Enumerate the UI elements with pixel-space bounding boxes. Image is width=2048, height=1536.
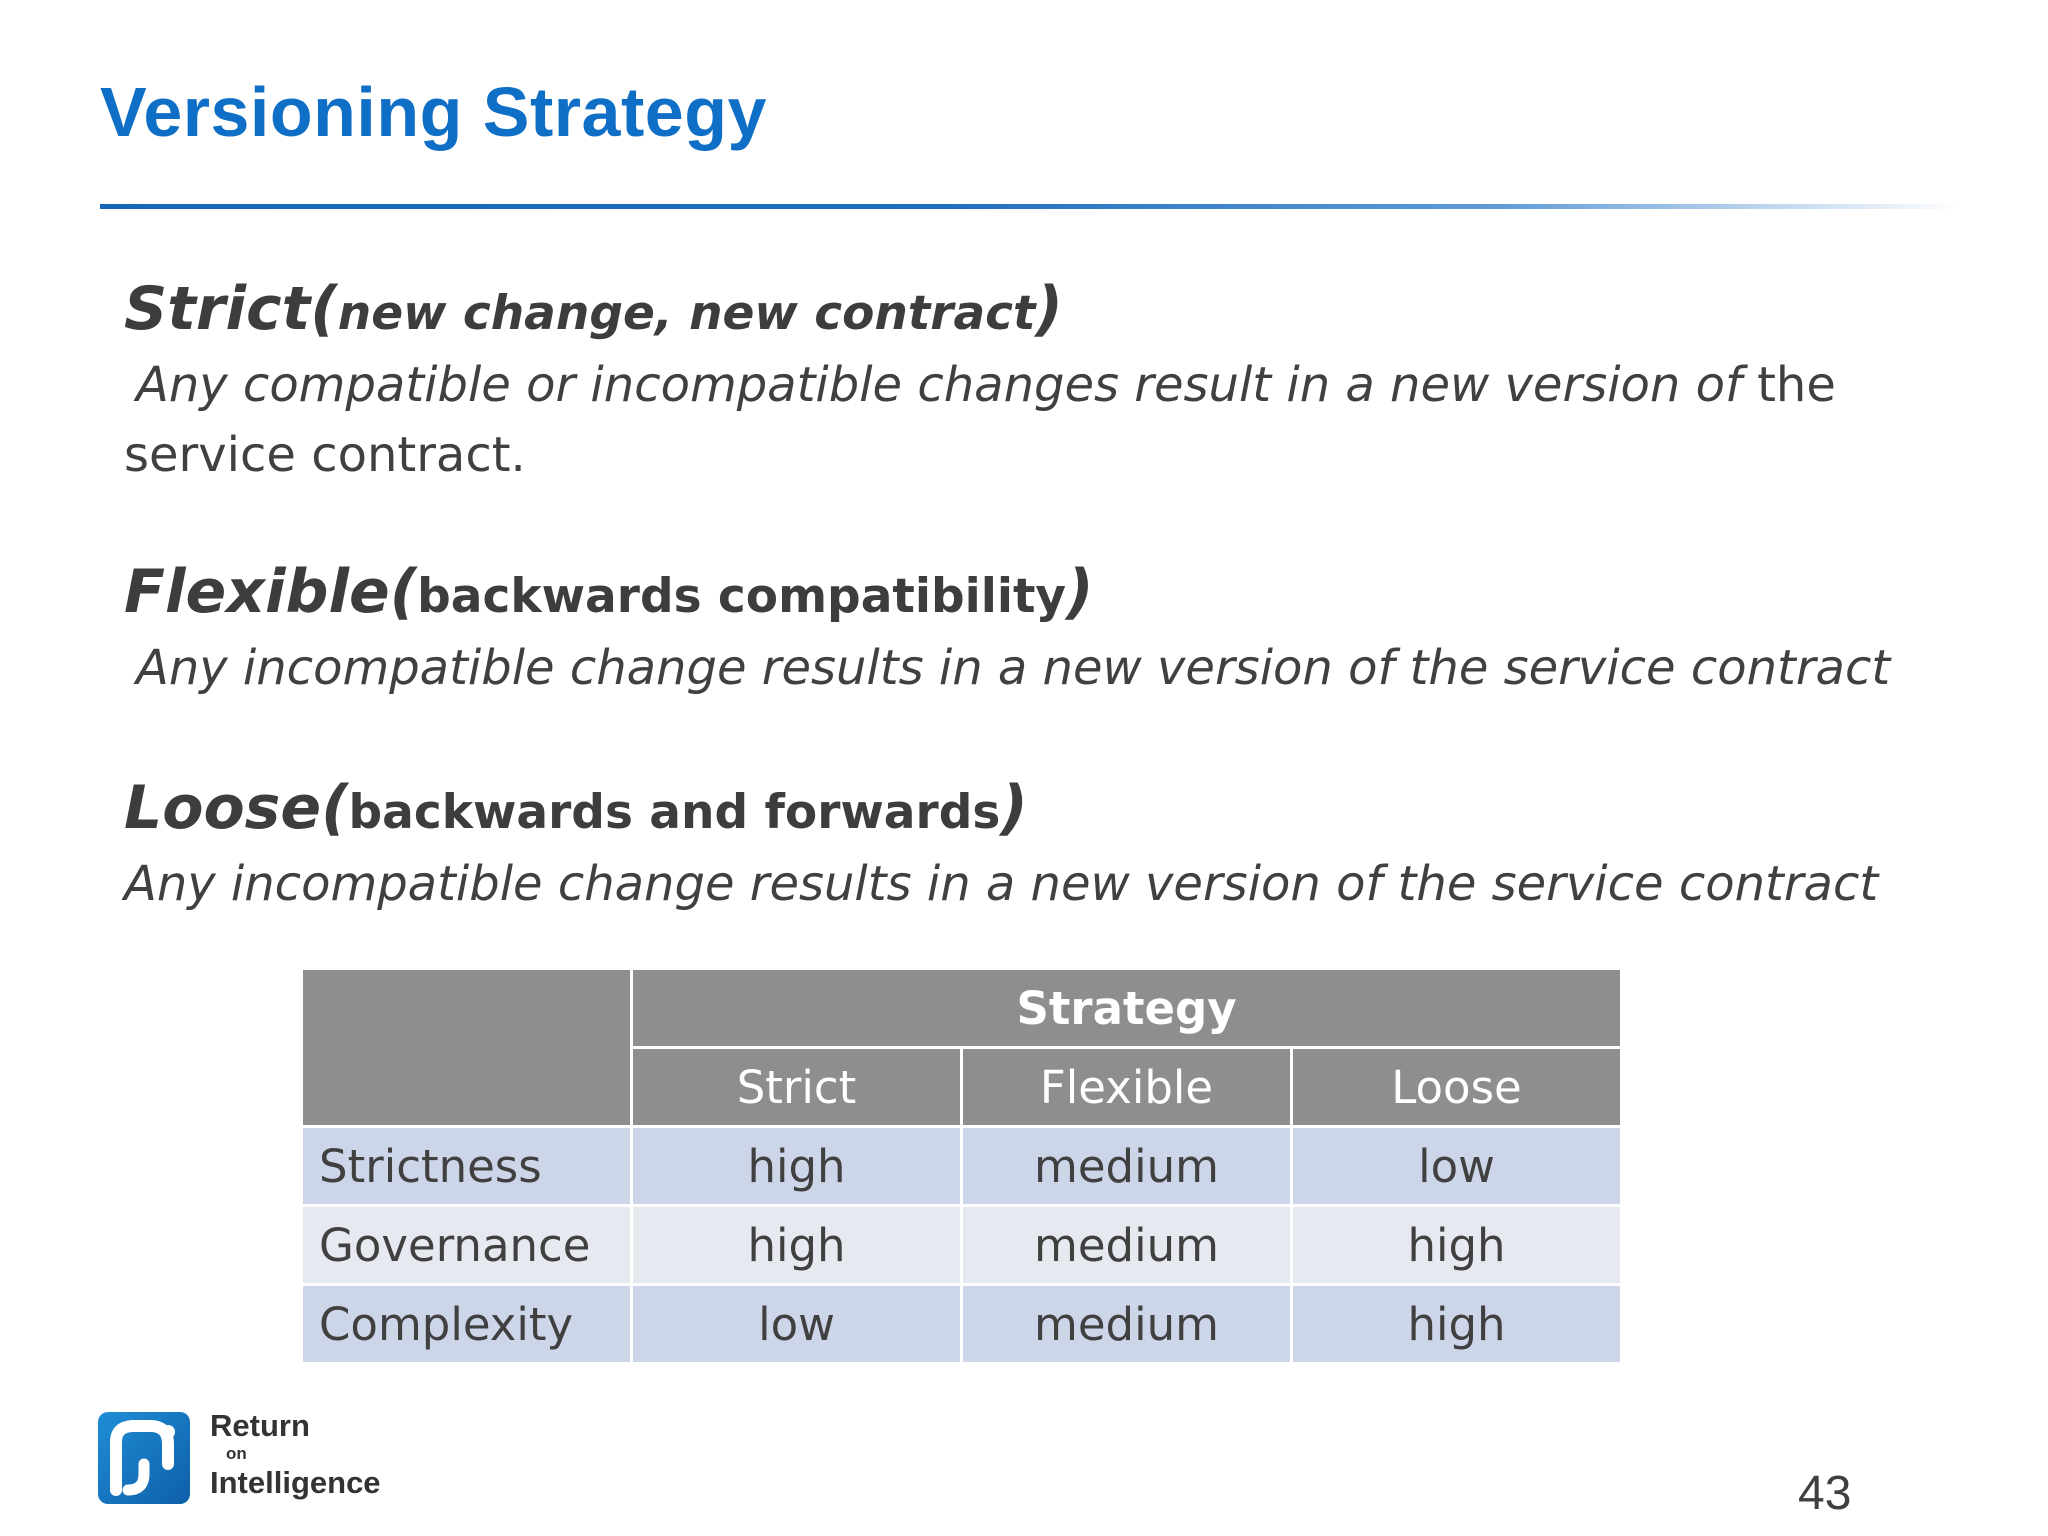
logo-wordmark: [210, 1408, 381, 1502]
logo-mark-icon: [98, 1412, 190, 1504]
logo-line-2: on: [226, 1444, 247, 1463]
table-cell: low: [1292, 1127, 1622, 1206]
heading-close: ): [1000, 773, 1028, 843]
row-label: Strictness: [302, 1127, 632, 1206]
column-header-flexible: Flexible: [962, 1048, 1292, 1127]
section-heading-flexible: [124, 559, 1890, 625]
section-description-loose: [124, 849, 1878, 919]
section-loose: [124, 775, 1878, 919]
table-row: [302, 1285, 1622, 1364]
slide-title: Versioning Strategy: [100, 73, 767, 151]
table-cell: high: [632, 1206, 962, 1285]
table-cell: high: [1292, 1285, 1622, 1364]
heading-term: Flexible(: [124, 557, 418, 627]
table-group-header: Strategy: [632, 969, 1622, 1048]
section-strict: [124, 276, 1836, 490]
heading-qualifier: new change, new contract: [337, 286, 1036, 341]
section-heading-strict: [124, 276, 1836, 342]
heading-close: ): [1035, 274, 1063, 344]
strategy-table: [300, 967, 1623, 1365]
company-logo: [98, 1408, 398, 1508]
column-header-strict: Strict: [632, 1048, 962, 1127]
table-cell: low: [632, 1285, 962, 1364]
row-label: Governance: [302, 1206, 632, 1285]
table-row: [302, 1127, 1622, 1206]
description-plain-continued: service contract.: [124, 427, 526, 483]
logo-line-1: Return: [210, 1408, 310, 1443]
description-italic: Any incompatible change results in a new version of the service contract: [136, 640, 1891, 696]
heading-qualifier: backwards and forwards: [348, 785, 1001, 840]
section-heading-loose: [124, 775, 1878, 841]
table-cell: medium: [962, 1127, 1292, 1206]
section-flexible: [124, 559, 1890, 703]
row-label: Complexity: [302, 1285, 632, 1364]
description-italic: Any incompatible change results in a new version of the service contract: [124, 856, 1879, 912]
table-cell: medium: [962, 1285, 1292, 1364]
table-header-row: [302, 969, 1622, 1048]
section-description-strict: [124, 350, 1836, 490]
heading-close: ): [1066, 557, 1094, 627]
section-description-flexible: [124, 633, 1890, 703]
page-number: 43: [1798, 1467, 1852, 1520]
table-corner-cell: [302, 969, 632, 1127]
table-cell: high: [1292, 1206, 1622, 1285]
table-cell: medium: [962, 1206, 1292, 1285]
title-divider: [100, 204, 1960, 209]
table-cell: high: [632, 1127, 962, 1206]
description-plain: the: [1741, 357, 1836, 413]
table-row: [302, 1206, 1622, 1285]
heading-term: Strict(: [124, 274, 338, 344]
heading-qualifier: backwards compatibility: [417, 569, 1067, 624]
column-header-loose: Loose: [1292, 1048, 1622, 1127]
heading-term: Loose(: [124, 773, 349, 843]
logo-line-3: Intelligence: [210, 1465, 381, 1500]
description-italic: Any compatible or incompatible changes result in a new version of: [136, 357, 1742, 413]
